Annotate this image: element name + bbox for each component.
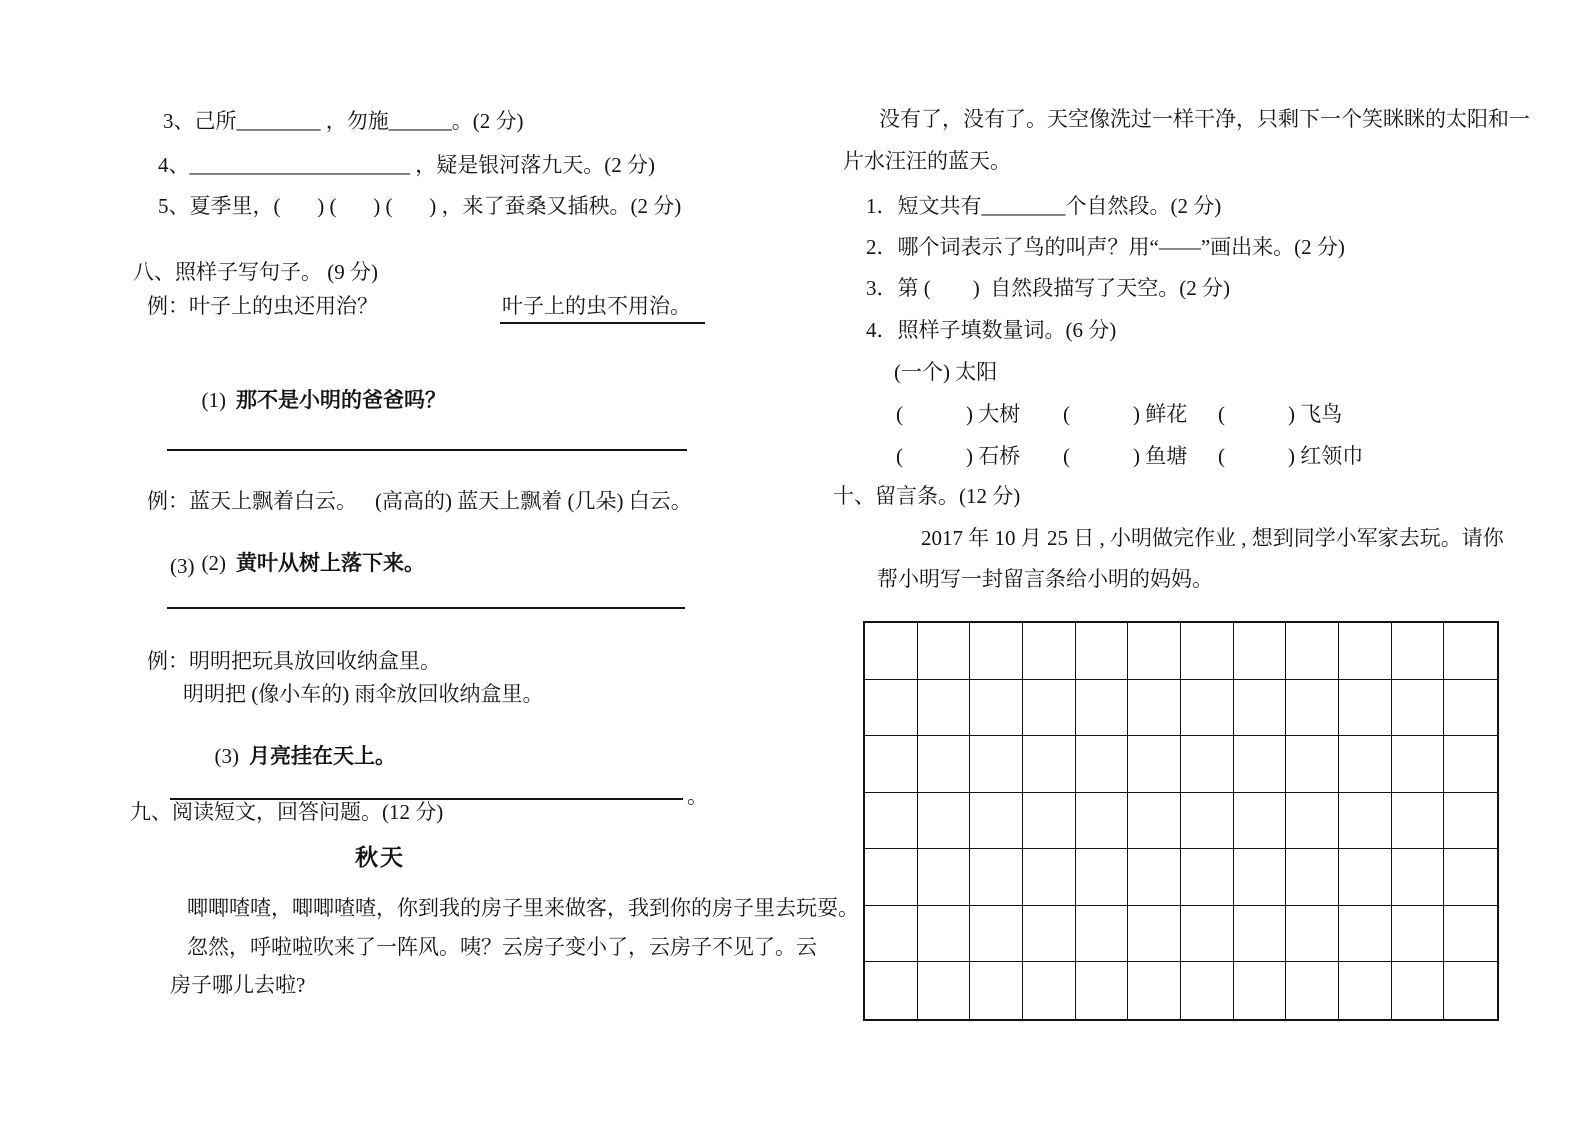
reading-question-3: 3．第 ( ) 自然段描写了天空。(2 分) bbox=[866, 276, 1230, 300]
grid-cell bbox=[1286, 736, 1339, 793]
example-2-right: (高高的) 蓝天上飘着 (几朵) 白云。 bbox=[375, 489, 692, 513]
passage-continuation-1: 没有了，没有了。天空像洗过一样干净，只剩下一个笑眯眯的太阳和一 bbox=[879, 107, 1530, 131]
grid-cell bbox=[1339, 962, 1392, 1019]
quantifier-example: (一个) 太阳 bbox=[894, 360, 998, 384]
grid-cell bbox=[970, 906, 1023, 963]
passage-continuation-2: 片水汪汪的蓝天。 bbox=[843, 149, 1011, 173]
grid-cell bbox=[1181, 680, 1234, 737]
grid-cell bbox=[970, 680, 1023, 737]
grid-cell bbox=[1286, 623, 1339, 680]
answer-rule-3-period: 。 bbox=[687, 784, 708, 808]
grid-cell bbox=[1076, 623, 1129, 680]
grid-cell bbox=[1023, 962, 1076, 1019]
rewrite-item-3-blank: (3) bbox=[170, 554, 195, 578]
passage-title: 秋天 bbox=[355, 844, 405, 870]
grid-cell bbox=[1076, 962, 1129, 1019]
grid-cell bbox=[1444, 623, 1497, 680]
item-1-number: (1) bbox=[201, 388, 226, 412]
grid-cell bbox=[1128, 962, 1181, 1019]
reading-question-4: 4．照样子填数量词。(6 分) bbox=[866, 318, 1117, 342]
grid-cell bbox=[1023, 623, 1076, 680]
grid-cell bbox=[1128, 623, 1181, 680]
grid-cell bbox=[1286, 906, 1339, 963]
grid-cell bbox=[1339, 680, 1392, 737]
item-3-sentence: 月亮挂在天上。 bbox=[249, 745, 396, 768]
grid-cell bbox=[1128, 849, 1181, 906]
quantifier-blank-shiqiao: ( ) 石桥 bbox=[896, 444, 1021, 468]
grid-cell bbox=[918, 680, 971, 737]
item-3-number: (3) bbox=[214, 744, 239, 768]
grid-cell bbox=[1128, 906, 1181, 963]
example-2-left: 例：蓝天上飘着白云。 bbox=[147, 489, 357, 513]
grid-cell bbox=[1076, 793, 1129, 850]
grid-cell bbox=[1444, 793, 1497, 850]
grid-cell bbox=[1181, 793, 1234, 850]
grid-cell bbox=[918, 906, 971, 963]
grid-cell bbox=[1339, 623, 1392, 680]
grid-cell bbox=[1076, 906, 1129, 963]
grid-cell bbox=[1392, 849, 1445, 906]
grid-cell bbox=[1234, 962, 1287, 1019]
grid-cell bbox=[970, 736, 1023, 793]
section-10-title: 十、留言条。(12 分) bbox=[833, 484, 1021, 508]
fill-question-5: 5、夏季里，( ) ( ) ( ) ，来了蚕桑又插秧。(2 分) bbox=[158, 194, 682, 218]
grid-cell bbox=[1339, 793, 1392, 850]
grid-cell bbox=[1023, 680, 1076, 737]
quantifier-blank-honglingjin: ( ) 红领巾 bbox=[1218, 444, 1364, 468]
grid-cell bbox=[1234, 680, 1287, 737]
fill-question-4: 4、_____________________ ，疑是银河落九天。(2 分) bbox=[158, 153, 655, 177]
note-prompt-line-1: 2017 年 10 月 25 日 , 小明做完作业 , 想到同学小军家去玩。请你 bbox=[921, 526, 1504, 550]
example-1-answer: 叶子上的虫不用治。 bbox=[500, 291, 705, 324]
grid-cell bbox=[918, 962, 971, 1019]
grid-cell bbox=[1128, 736, 1181, 793]
item-2-sentence: 黄叶从树上落下来。 bbox=[236, 552, 425, 575]
example-3-line-2: 明明把 (像小车的) 雨伞放回收纳盒里。 bbox=[183, 682, 544, 706]
passage-line-1: 唧唧喳喳，唧唧喳喳，你到我的房子里来做客，我到你的房子里去玩耍。 bbox=[187, 896, 859, 920]
fill-question-3: 3、己所________ ，勿施______。(2 分) bbox=[163, 109, 524, 133]
grid-cell bbox=[1444, 849, 1497, 906]
section-8-title: 八、照样子写句子。 (9 分) bbox=[133, 260, 378, 284]
grid-cell bbox=[1339, 906, 1392, 963]
grid-cell bbox=[1392, 736, 1445, 793]
section-9-title: 九、阅读短文，回答问题。(12 分) bbox=[130, 800, 444, 824]
example-1-question: 例：叶子上的虫还用治？ bbox=[147, 294, 378, 318]
grid-cell bbox=[865, 793, 918, 850]
note-prompt-line-2: 帮小明写一封留言条给小明的妈妈。 bbox=[877, 567, 1213, 591]
grid-cell bbox=[1023, 736, 1076, 793]
quantifier-blank-yutang: ( ) 鱼塘 bbox=[1063, 444, 1188, 468]
grid-cell bbox=[1181, 849, 1234, 906]
grid-cell bbox=[1181, 962, 1234, 1019]
grid-cell bbox=[1023, 793, 1076, 850]
reading-question-1: 1．短文共有________个自然段。(2 分) bbox=[866, 194, 1222, 218]
grid-cell bbox=[1181, 623, 1234, 680]
example-3-line-1: 例：明明把玩具放回收纳盒里。 bbox=[147, 649, 441, 673]
passage-line-2: 忽然，呼啦啦吹来了一阵风。咦？云房子变小了，云房子不见了。云 bbox=[187, 935, 817, 959]
grid-cell bbox=[1444, 680, 1497, 737]
grid-cell bbox=[1128, 793, 1181, 850]
grid-cell bbox=[1076, 680, 1129, 737]
grid-cell bbox=[865, 736, 918, 793]
grid-cell bbox=[1392, 680, 1445, 737]
grid-cell bbox=[918, 793, 971, 850]
grid-cell bbox=[1234, 906, 1287, 963]
grid-cell bbox=[918, 849, 971, 906]
grid-cell bbox=[1076, 736, 1129, 793]
grid-cell bbox=[970, 793, 1023, 850]
grid-cell bbox=[1286, 680, 1339, 737]
grid-cell bbox=[1286, 793, 1339, 850]
grid-cell bbox=[865, 906, 918, 963]
grid-cell bbox=[865, 962, 918, 1019]
grid-cell bbox=[918, 623, 971, 680]
grid-cell bbox=[1128, 680, 1181, 737]
grid-cell bbox=[1286, 849, 1339, 906]
grid-cell bbox=[1234, 736, 1287, 793]
note-writing-grid bbox=[863, 621, 1499, 1021]
grid-cell bbox=[1076, 849, 1129, 906]
grid-cell bbox=[1339, 849, 1392, 906]
quantifier-blank-xianhua: ( ) 鲜花 bbox=[1063, 402, 1188, 426]
grid-cell bbox=[1181, 736, 1234, 793]
grid-cell bbox=[1234, 849, 1287, 906]
grid-cell bbox=[1444, 906, 1497, 963]
grid-cell bbox=[1023, 849, 1076, 906]
grid-cell bbox=[865, 623, 918, 680]
grid-cell bbox=[1392, 793, 1445, 850]
grid-cell bbox=[1023, 906, 1076, 963]
quantifier-blank-datree: ( ) 大树 bbox=[896, 402, 1021, 426]
reading-question-2: 2．哪个词表示了鸟的叫声？用“——”画出来。(2 分) bbox=[866, 235, 1345, 259]
grid-cell bbox=[865, 849, 918, 906]
grid-cell bbox=[918, 736, 971, 793]
grid-cell bbox=[970, 962, 1023, 1019]
passage-line-3: 房子哪儿去啦? bbox=[170, 973, 306, 997]
grid-cell bbox=[1234, 793, 1287, 850]
grid-cell bbox=[865, 680, 918, 737]
grid-cell bbox=[1234, 623, 1287, 680]
grid-cell bbox=[1286, 962, 1339, 1019]
item-1-sentence: 那不是小明的爸爸吗？ bbox=[236, 389, 446, 412]
grid-cell bbox=[1339, 736, 1392, 793]
grid-cell bbox=[1444, 736, 1497, 793]
item-2-number: (2) bbox=[201, 551, 226, 575]
grid-cell bbox=[1444, 962, 1497, 1019]
grid-cell bbox=[970, 849, 1023, 906]
grid-cell bbox=[1392, 962, 1445, 1019]
grid-cell bbox=[1392, 906, 1445, 963]
grid-cell bbox=[1181, 906, 1234, 963]
grid-cell bbox=[1392, 623, 1445, 680]
quantifier-blank-feiniao: ( ) 飞鸟 bbox=[1218, 402, 1343, 426]
grid-cell bbox=[970, 623, 1023, 680]
